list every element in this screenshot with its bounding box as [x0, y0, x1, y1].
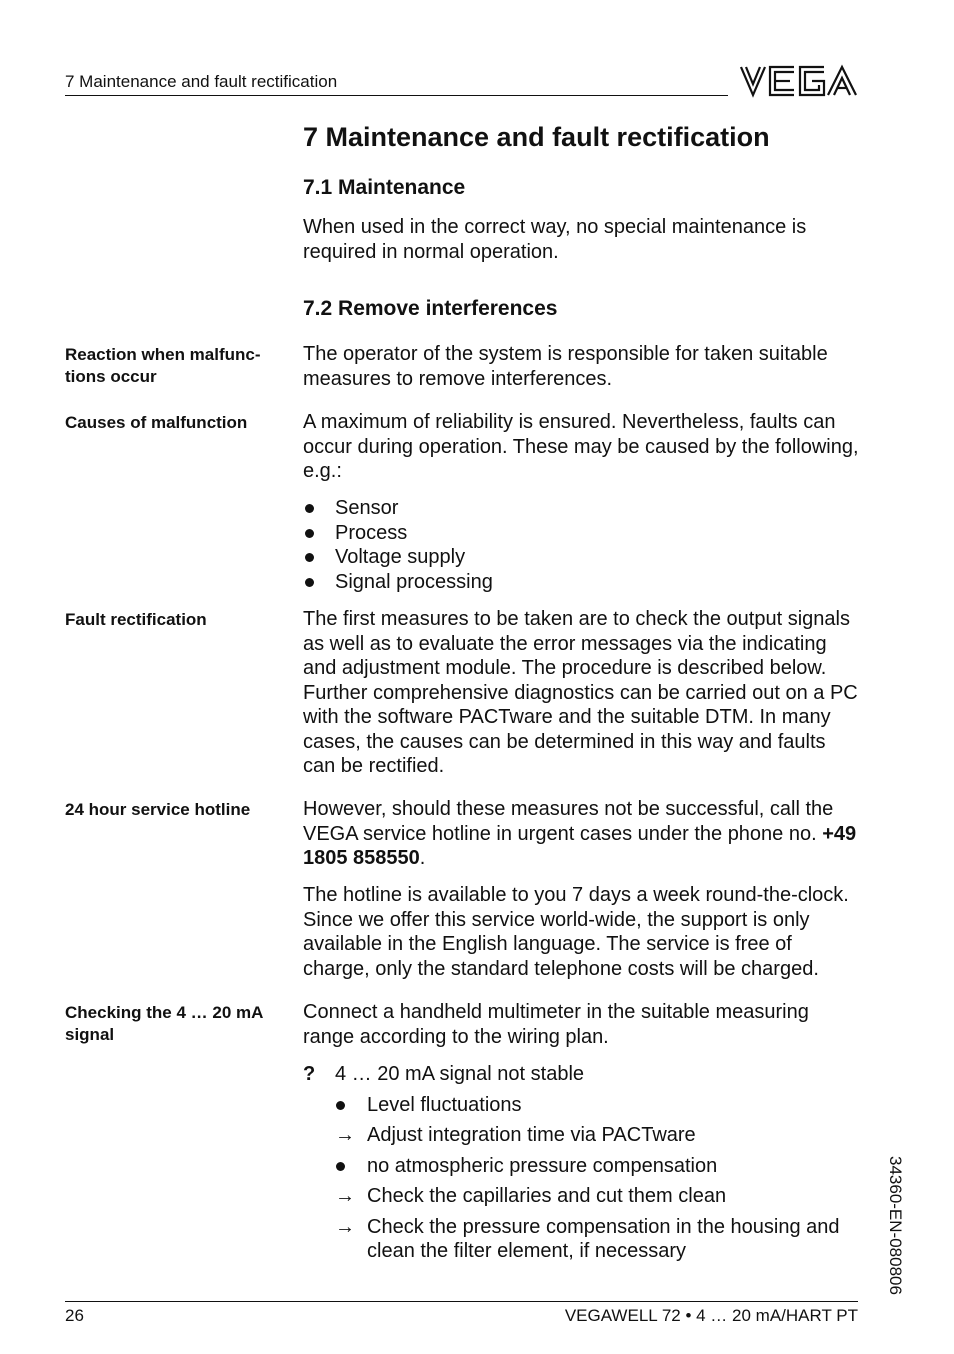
remedy-text: Check the pressure compensation in the housing and clean the filter element, if necessary — [367, 1215, 840, 1262]
list-item-text: Signal processing — [335, 570, 493, 593]
vega-logo — [740, 64, 858, 98]
bullet-icon — [336, 1101, 345, 1110]
problem-row — [303, 1062, 863, 1087]
list-item — [303, 545, 863, 570]
bullet-icon — [305, 529, 314, 538]
header-rule — [65, 95, 728, 96]
section-heading-7-1: 7.1 Maintenance — [303, 176, 466, 199]
maintenance-text: When used in the correct way, no special maintenance is required in normal operation. — [303, 216, 807, 263]
causes-list — [303, 496, 863, 594]
hotline-phone-number: +49 1805 858550 — [303, 822, 857, 869]
bullet-icon — [305, 553, 314, 562]
remedy-row — [303, 1184, 863, 1209]
vega-logo-icon — [740, 64, 858, 98]
list-item — [303, 521, 863, 546]
hotline-period: . — [419, 847, 426, 869]
list-item-text: Voltage supply — [335, 546, 466, 568]
footer-product: VEGAWELL 72 • 4 … 20 mA/HART PT — [564, 1306, 858, 1325]
running-header: 7 Maintenance and fault rectification — [65, 72, 338, 91]
list-item — [303, 570, 863, 595]
cause-row — [303, 1154, 863, 1179]
arrow-right-icon: → — [335, 1124, 355, 1146]
hotline-text — [303, 797, 863, 871]
cause-text: no atmospheric pressure compensation — [367, 1154, 718, 1177]
footer-rule — [65, 1301, 858, 1302]
bullet-icon — [336, 1162, 345, 1171]
remedy-row — [303, 1123, 863, 1148]
side-label-reaction: Reaction when malfunc-tions occur — [65, 345, 261, 386]
section-heading-7-2: 7.2 Remove interferences — [303, 297, 558, 320]
reaction-text: The operator of the system is responsible for taken suitable measures to remove interferences. — [303, 343, 828, 390]
question-mark-icon: ? — [303, 1063, 316, 1085]
fault-text: The first measures to be taken are to check the output signals as well as to evaluate the error messages via the indicating and adjustment module. The procedure is described below. Further comprehensive diagnostics can be carried out on a PC with the software PACTware and the suitable DTM. In many cases, the causes can be determined in this way and faults can be rectified. — [303, 608, 858, 777]
remedy-text: Adjust integration time via PACTware — [367, 1124, 696, 1146]
side-label-fault: Fault rectification — [65, 610, 207, 629]
side-label-causes: Causes of malfunction — [65, 413, 248, 432]
checking-text: Connect a handheld multimeter in the suitable measuring range according to the wiring plan. — [303, 1001, 809, 1048]
hotline-availability-text: The hotline is available to you 7 days a week round-the-clock. Since we offer this service world-wide, the support is only available in the English language. The service is free of charge, only the standard telephone costs will be charged. — [303, 884, 849, 980]
causes-text: A maximum of reliability is ensured. Nevertheless, faults can occur during operation. These may be caused by the following, e.g.: — [303, 411, 859, 482]
arrow-right-icon: → — [335, 1215, 355, 1238]
problem-text: 4 … 20 mA signal not stable — [335, 1063, 585, 1085]
side-label-hotline: 24 hour service hotline — [65, 800, 251, 819]
list-item-text: Sensor — [335, 497, 399, 519]
remedy-text: Check the capillaries and cut them clean — [367, 1185, 727, 1207]
remedy-row — [303, 1215, 863, 1264]
cause-row — [303, 1093, 863, 1118]
chapter-title: 7 Maintenance and fault rectification — [303, 122, 770, 152]
list-item — [303, 496, 863, 521]
hotline-text-body: However, should these measures not be successful, call the VEGA service hotline in urgent cases under the phone no. — [303, 798, 834, 845]
arrow-right-icon: → — [335, 1185, 355, 1207]
list-item-text: Process — [335, 521, 408, 544]
troubleshooting-list — [303, 1062, 863, 1264]
side-label-checking: Checking the 4 … 20 mA signal — [65, 1003, 263, 1044]
page-number: 26 — [65, 1306, 84, 1325]
document-code: 34360-EN-080806 — [886, 1156, 905, 1295]
bullet-icon — [305, 578, 314, 587]
cause-text: Level fluctuations — [367, 1093, 522, 1116]
bullet-icon — [305, 504, 314, 513]
